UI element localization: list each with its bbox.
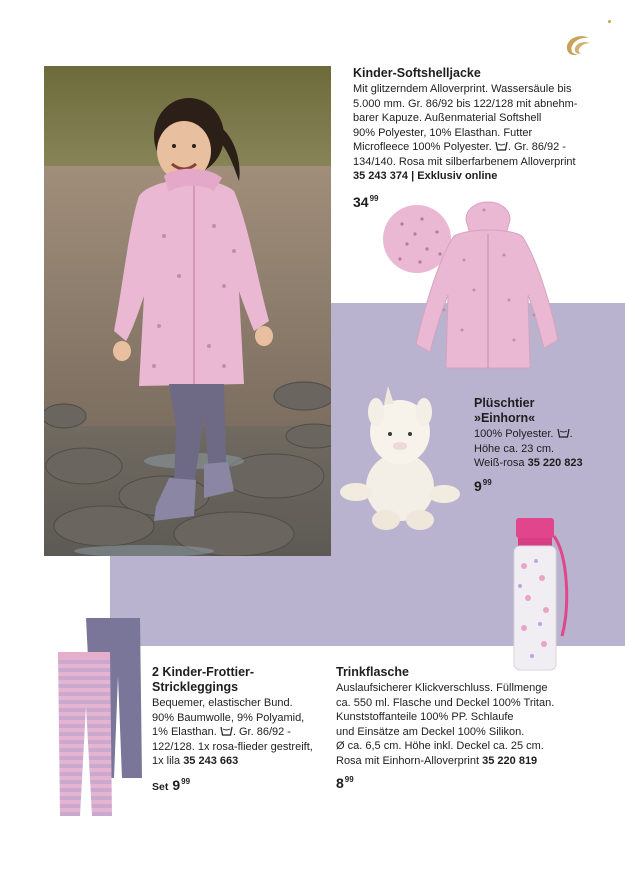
jacket-title: Kinder-Softshelljacke	[353, 66, 481, 80]
water-bottle-image	[510, 516, 570, 676]
bottle-title: Trinkflasche	[336, 665, 409, 679]
jacket-product-image	[414, 190, 562, 372]
leggings-title: 2 Kinder-Frottier- Strickleggings	[152, 665, 255, 694]
bottle-description: Auslaufsicherer Klickverschluss. Füllmenge ca. 550 ml. Flasche und Deckel 100% Tritan. Kunststoffanteile 100% PP. Schlaufe und Einsätze am Deckel 100% Silikon. Ø ca. 6,5 cm. Höhe inkl. Deckel ca. 25 cm. Rosa mit Einhorn-Alloverprint 35 220 819	[336, 682, 555, 767]
jacket-description	[353, 82, 618, 184]
unicorn-plush-image	[336, 382, 460, 532]
unicorn-article-code: 35 220 823	[527, 457, 583, 469]
tchibo-bean-logo-icon	[563, 32, 593, 58]
jacket-price: $34^{99}$	[353, 194, 379, 210]
leggings-price: Set $9^{99}$	[152, 777, 191, 793]
washing-care-icon	[495, 141, 508, 151]
unicorn-title: Plüschtier »Einhorn«	[474, 396, 536, 425]
unicorn-description: 100% Polyester. . Höhe ca. 23 cm. Weiß-rosa 35 220 823	[474, 428, 583, 469]
jacket-desc-line: barer Kapuze. Außenmaterial Softshell	[353, 112, 542, 124]
washing-care-icon	[220, 726, 233, 736]
jacket-article-code: 35 243 374	[353, 170, 409, 182]
jacket-desc-line: 5.000 mm. Gr. 86/92 bis 122/128 mit abnehm-	[353, 97, 578, 110]
jacket-desc-line: 90% Polyester, 10% Elasthan. Futter	[353, 126, 533, 139]
jacket-code-line: 35 243 374 | Exklusiv online	[353, 170, 498, 182]
jacket-desc-line: Mit glitzerndem Alloverprint. Wassersäule bis	[353, 83, 572, 95]
leggings-description: Bequemer, elastischer Bund. 90% Baumwolle, 9% Polyamid, 1% Elasthan. . Gr. 86/92 - 122/128. 1x rosa-flieder gestreift, 1x lila 35 243 663	[152, 697, 313, 767]
jacket-desc-line: 134/140. Rosa mit silberfarbenem Alloverprint	[353, 155, 576, 168]
bottle-article-code: 35 220 819	[482, 754, 538, 767]
child-photo	[44, 66, 331, 556]
leggings-article-code: 35 243 663	[183, 755, 239, 767]
jacket-online-badge: Exklusiv online	[417, 170, 498, 182]
unicorn-price: $9^{99}$	[474, 478, 492, 494]
jacket-desc-line: Microfleece 100% Polyester. . Gr. 86/92 -	[353, 141, 566, 153]
bottle-price: $8^{99}$	[336, 775, 354, 791]
leggings-image	[52, 616, 146, 820]
washing-care-icon	[557, 428, 570, 438]
corner-dot	[608, 20, 611, 23]
